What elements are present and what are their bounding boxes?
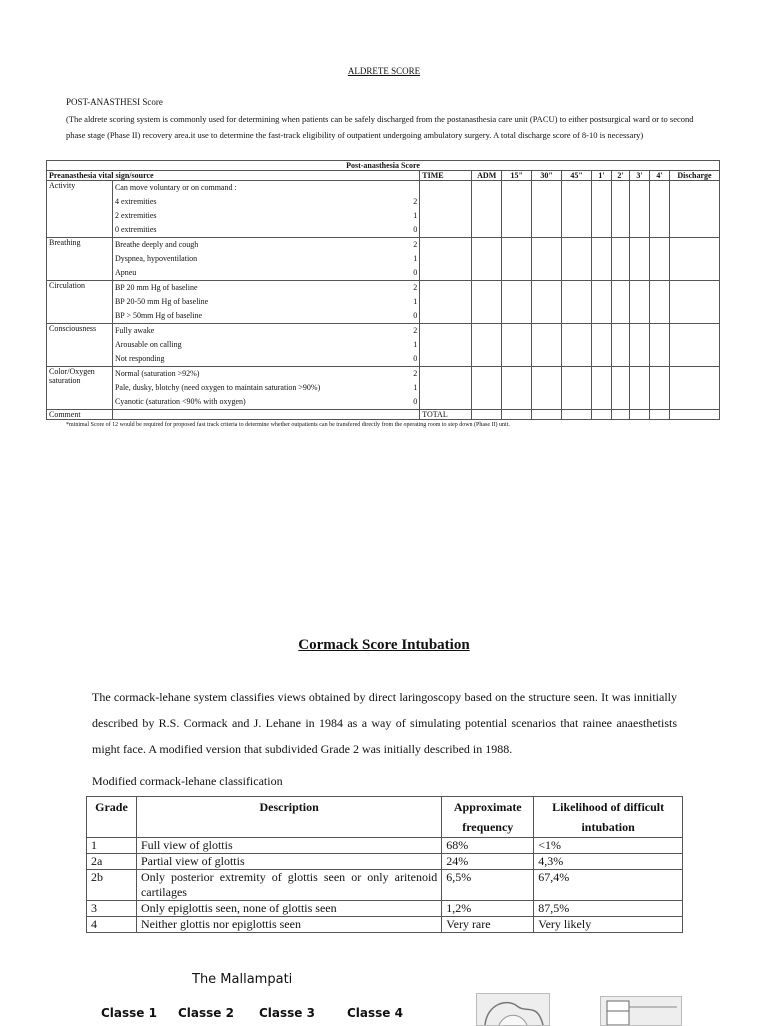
time-col-header: TIME (420, 171, 472, 181)
cormack-description: Neither glottis nor epiglottis seen (136, 917, 441, 933)
score-entry-cell[interactable] (472, 324, 502, 367)
aldrete-footnote: *minimal Score of 12 would be required for proposed fast track criteria to determine whether outpatients can be transfered directly from the operating room to step down (Phase II) unit. (66, 422, 510, 428)
score-entry-cell[interactable] (472, 367, 502, 410)
option-text: Fully awake (114, 326, 155, 335)
score-entry-cell[interactable] (562, 281, 592, 324)
cormack-grade: 4 (87, 917, 137, 933)
score-entry-cell[interactable] (592, 367, 612, 410)
mallampati-class-2: Classe 2 (178, 1006, 234, 1020)
score-entry-cell[interactable] (669, 324, 719, 367)
aldrete-subtitle: POST-ANASTHESI Score (66, 97, 163, 107)
score-entry-cell[interactable] (649, 181, 669, 238)
score-option (115, 223, 417, 237)
score-entry-cell[interactable] (532, 281, 562, 324)
category-options (112, 238, 419, 281)
option-text: Dyspnea, hypoventilation (114, 254, 198, 263)
score-entry-cell[interactable] (562, 367, 592, 410)
score-option (115, 238, 417, 252)
option-text: Apneu (114, 268, 137, 277)
score-entry-cell[interactable] (502, 281, 532, 324)
aldrete-intro: (The aldrete scoring system is commonly used for determining when patients can be safely discharged from the postanasthesia care unit (PACU) to either postsurgical ward or to second phase stage (Phase II) recovery area.it use to determine the fast-track eligibility of outpatient undergoing ambulatory surgery. A total discharge score of 8-10 is necessary) (66, 114, 694, 140)
cormack-title: Cormack Score Intubation (298, 637, 470, 653)
score-entry-cell[interactable] (629, 367, 649, 410)
option-text: Not responding (114, 354, 165, 363)
cormack-header: Likelihood of difficult intubation (534, 797, 683, 838)
score-option (115, 381, 417, 395)
score-option (115, 181, 417, 195)
score-entry-cell[interactable] (592, 324, 612, 367)
col-sign-header: Preanasthesia vital sign/source (47, 171, 420, 181)
score-entry-cell[interactable] (592, 238, 612, 281)
cormack-caption: Modified cormack-lehane classification (92, 774, 283, 788)
score-entry-cell[interactable] (562, 324, 592, 367)
cormack-header: Grade (87, 797, 137, 838)
option-text: Normal (saturation >92%) (114, 369, 200, 378)
option-score: 2 (413, 240, 418, 249)
option-text: Pale, dusky, blotchy (need oxygen to maintain saturation >90%) (114, 383, 321, 392)
mallampati-title: The Mallampati (192, 972, 293, 987)
category-options (112, 281, 419, 324)
category-options (112, 367, 419, 410)
cormack-likelihood: Very likely (534, 917, 683, 933)
cormack-likelihood: 67,4% (534, 870, 683, 901)
score-entry-cell[interactable] (502, 367, 532, 410)
score-entry-cell[interactable] (612, 281, 630, 324)
option-text: 0 extremities (114, 225, 157, 234)
time-col-header: 1' (592, 171, 612, 181)
cormack-grade: 2a (87, 854, 137, 870)
option-text: Breathe deeply and cough (114, 240, 199, 249)
score-option (115, 395, 417, 409)
table-row (87, 870, 683, 901)
score-option (115, 266, 417, 280)
time-col-header: 4' (649, 171, 669, 181)
score-entry-cell[interactable] (592, 281, 612, 324)
cormack-paragraph: The cormack-lehane system classifies views obtained by direct laringoscopy based on the structure seen. It was innitially described by R.S. Cormack and J. Lehane in 1984 as a way of simulating potential scenarios that rainee anaesthetists might face. A modified version that subdivided Grade 2 was initially described in 1988. (92, 690, 677, 756)
score-entry-cell[interactable] (532, 181, 562, 238)
cormack-description: Only epiglottis seen, none of glottis seen (136, 901, 441, 917)
score-entry-cell[interactable] (649, 324, 669, 367)
option-score: 2 (413, 369, 418, 378)
option-score: 2 (413, 283, 418, 292)
cormack-likelihood: <1% (534, 838, 683, 854)
cormack-grade: 1 (87, 838, 137, 854)
table-row (87, 854, 683, 870)
score-entry-cell[interactable] (502, 238, 532, 281)
cormack-grade: 2b (87, 870, 137, 901)
cormack-description: Full view of glottis (136, 838, 441, 854)
score-entry-cell[interactable] (612, 324, 630, 367)
option-text: BP 20 mm Hg of baseline (114, 283, 198, 292)
cormack-table (86, 796, 683, 933)
aldrete-category-row (47, 367, 720, 410)
score-option (115, 252, 417, 266)
score-entry-cell[interactable] (669, 181, 719, 238)
category-options (112, 324, 419, 367)
option-text: BP 20-50 mm Hg of baseline (114, 297, 209, 306)
score-entry-cell[interactable] (612, 238, 630, 281)
option-text: 2 extremities (114, 211, 157, 220)
category-options (112, 181, 419, 238)
score-entry-cell[interactable] (612, 367, 630, 410)
option-text: 4 extremities (114, 197, 157, 206)
score-entry-cell[interactable] (669, 238, 719, 281)
score-option (115, 367, 417, 381)
mallampati-class-4: Classe 4 (347, 1006, 403, 1020)
mallampati-illustration-1 (476, 993, 550, 1026)
option-score: 1 (413, 211, 418, 220)
cormack-header: Description (136, 797, 441, 838)
score-entry-cell[interactable] (649, 238, 669, 281)
total-label: TOTAL (420, 410, 472, 420)
aldrete-category-row (47, 281, 720, 324)
option-score: 1 (413, 254, 418, 263)
score-option (115, 309, 417, 323)
score-entry-cell[interactable] (562, 238, 592, 281)
time-col-header: 3' (629, 171, 649, 181)
option-score: 1 (413, 340, 418, 349)
score-entry-cell[interactable] (420, 281, 472, 324)
score-entry-cell[interactable] (592, 181, 612, 238)
score-entry-cell[interactable] (629, 324, 649, 367)
mallampati-class-1: Classe 1 (101, 1006, 157, 1020)
aldrete-title: ALDRETE SCORE (347, 66, 421, 76)
option-score: 0 (413, 311, 418, 320)
comment-label: Comment (47, 410, 113, 420)
option-score: 0 (413, 225, 418, 234)
aldrete-table-title: Post-anasthesia Score (47, 161, 720, 171)
score-entry-cell[interactable] (420, 324, 472, 367)
mallampati-illustration-2 (600, 996, 682, 1026)
aldrete-category-row (47, 324, 720, 367)
score-option (115, 195, 417, 209)
score-entry-cell[interactable] (629, 281, 649, 324)
aldrete-table (46, 160, 720, 420)
option-text: Can move voluntary or on command : (114, 183, 237, 192)
option-score: 1 (413, 383, 418, 392)
aldrete-category-row (47, 238, 720, 281)
cormack-likelihood: 87,5% (534, 901, 683, 917)
score-entry-cell[interactable] (420, 367, 472, 410)
score-option (115, 281, 417, 295)
score-option (115, 338, 417, 352)
category-name: Consciousness (47, 324, 113, 367)
option-score: 2 (413, 197, 418, 206)
option-text: Arousable on calling (114, 340, 182, 349)
aldrete-category-row (47, 181, 720, 238)
score-entry-cell[interactable] (562, 181, 592, 238)
score-option (115, 324, 417, 338)
cormack-description: Only posterior extremity of glottis seen or only aritenoid cartilages (136, 870, 441, 901)
category-name: Circulation (47, 281, 113, 324)
cormack-description: Partial view of glottis (136, 854, 441, 870)
score-entry-cell[interactable] (502, 324, 532, 367)
cormack-frequency: 6,5% (442, 870, 534, 901)
option-text: Cyanotic (saturation <90% with oxygen) (114, 397, 246, 406)
cormack-likelihood: 4,3% (534, 854, 683, 870)
option-score: 1 (413, 297, 418, 306)
score-entry-cell[interactable] (502, 181, 532, 238)
category-name: Color/Oxygen saturation (47, 367, 113, 410)
cormack-header: Approximate frequency (442, 797, 534, 838)
table-row (87, 838, 683, 854)
score-entry-cell[interactable] (629, 238, 649, 281)
cormack-frequency: 1,2% (442, 901, 534, 917)
score-entry-cell[interactable] (420, 238, 472, 281)
score-entry-cell[interactable] (532, 324, 562, 367)
table-row (87, 901, 683, 917)
score-entry-cell[interactable] (649, 281, 669, 324)
score-entry-cell[interactable] (472, 181, 502, 238)
score-option (115, 352, 417, 366)
score-entry-cell[interactable] (612, 181, 630, 238)
score-entry-cell[interactable] (532, 238, 562, 281)
time-col-header: Discharge (669, 171, 719, 181)
cormack-frequency: 68% (442, 838, 534, 854)
time-col-header: ADM (472, 171, 502, 181)
score-option (115, 295, 417, 309)
score-entry-cell[interactable] (472, 238, 502, 281)
table-row (87, 917, 683, 933)
score-entry-cell[interactable] (420, 181, 472, 238)
score-option (115, 209, 417, 223)
score-entry-cell[interactable] (472, 281, 502, 324)
option-text: BP > 50mm Hg of baseline (114, 311, 203, 320)
time-col-header: 2' (612, 171, 630, 181)
score-entry-cell[interactable] (629, 181, 649, 238)
option-score: 0 (413, 354, 418, 363)
category-name: Activity (47, 181, 113, 238)
score-entry-cell[interactable] (649, 367, 669, 410)
option-score: 2 (413, 326, 418, 335)
mallampati-class-3: Classe 3 (259, 1006, 315, 1020)
option-score: 0 (413, 397, 418, 406)
option-score: 0 (413, 268, 418, 277)
score-entry-cell[interactable] (669, 367, 719, 410)
cormack-frequency: 24% (442, 854, 534, 870)
score-entry-cell[interactable] (669, 281, 719, 324)
time-col-header: 15" (502, 171, 532, 181)
category-name: Breathing (47, 238, 113, 281)
cormack-grade: 3 (87, 901, 137, 917)
time-col-header: 30" (532, 171, 562, 181)
cormack-frequency: Very rare (442, 917, 534, 933)
score-entry-cell[interactable] (532, 367, 562, 410)
time-col-header: 45" (562, 171, 592, 181)
